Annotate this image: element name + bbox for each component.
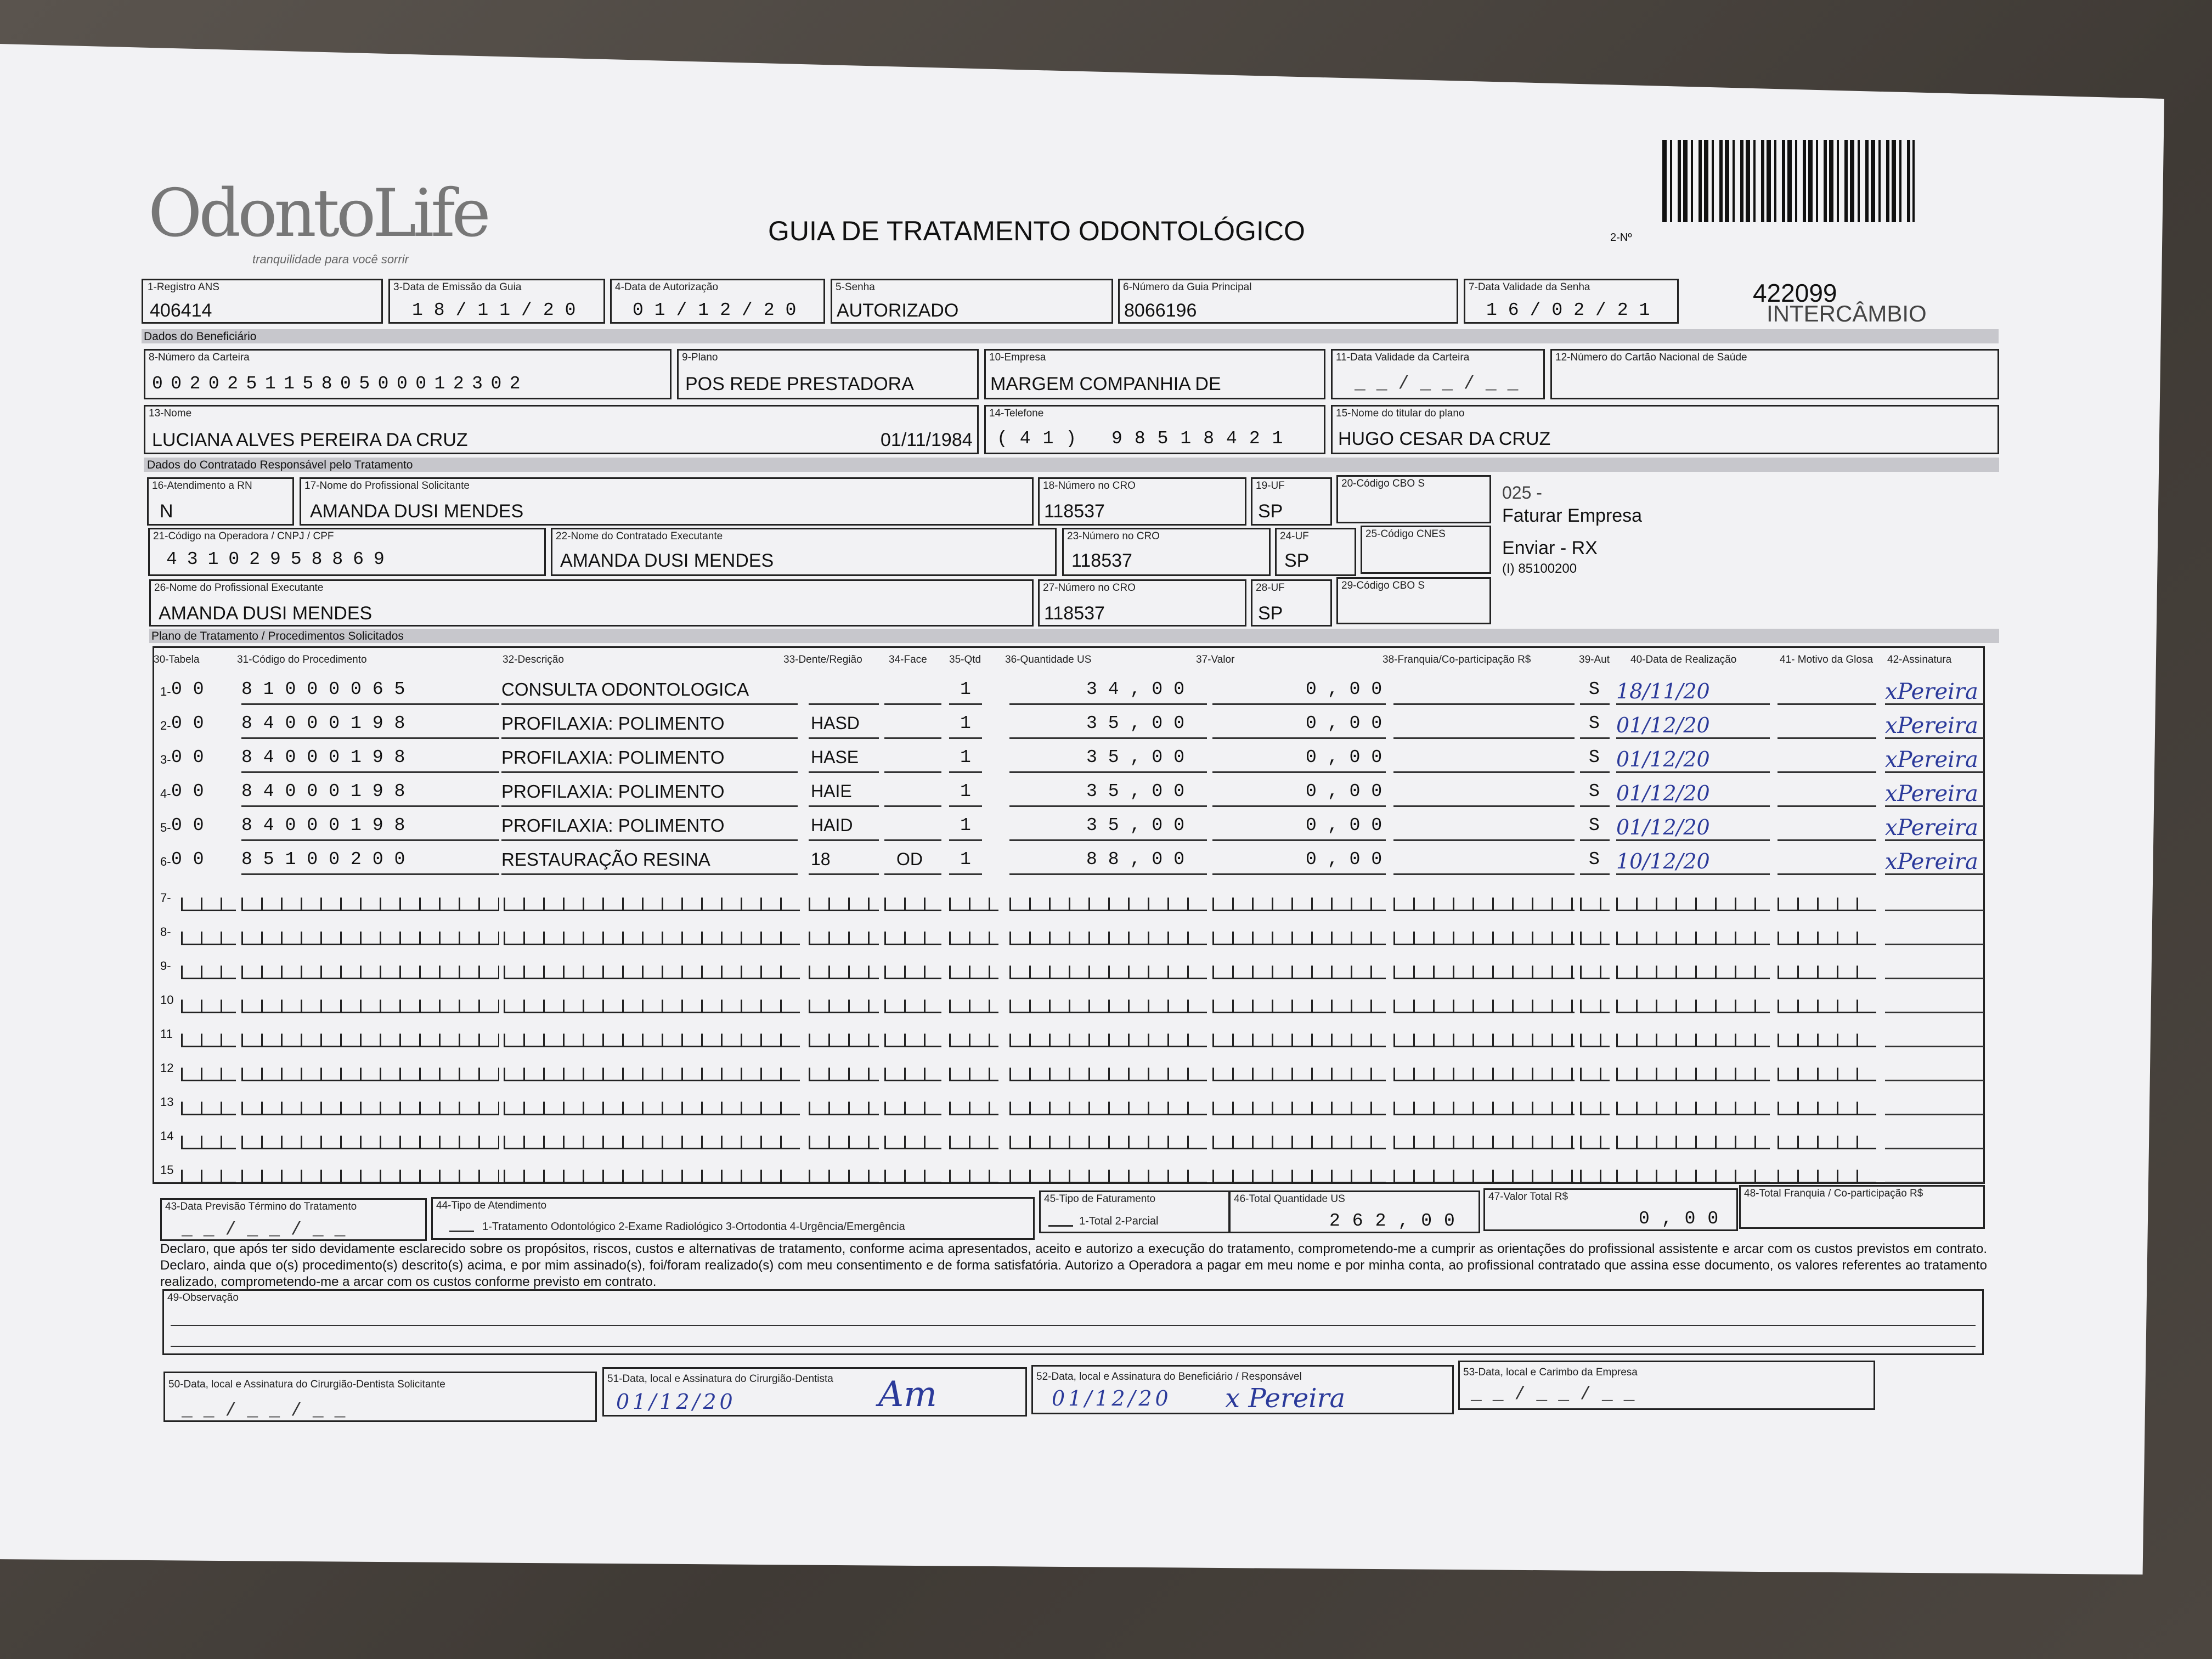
- section-title-contratado: Dados do Contratado Responsável pelo Tratamento: [147, 459, 413, 471]
- note-code: 025 -: [1502, 483, 1542, 503]
- field-45-tipo-faturamento: 45-Tipo de Faturamento 1-Total 2-Parcial: [1039, 1190, 1230, 1233]
- form-title: GUIA DE TRATAMENTO ODONTOLÓGICO: [768, 216, 1305, 246]
- table-row: [0, 778, 2164, 812]
- cell-aut: S: [1589, 747, 1611, 768]
- col-data: 40-Data de Realização: [1630, 654, 1737, 665]
- field-26-profissional-executante: 26-Nome do Profissional Executante AMANDA DUSI MENDES: [149, 579, 1034, 627]
- row-number: 12: [160, 1061, 174, 1075]
- cell-qtd: 1: [960, 713, 982, 733]
- field-24-uf: 24-UF SP: [1275, 528, 1356, 576]
- cell-descricao: PROFILAXIA: POLIMENTO: [501, 815, 725, 836]
- row-number: 8-: [160, 925, 171, 939]
- cell-descricao: PROFILAXIA: POLIMENTO: [501, 747, 725, 768]
- cell-qtd: 1: [960, 679, 982, 699]
- cell-descricao: RESTAURAÇÃO RESINA: [501, 849, 710, 870]
- note-line1: Faturar Empresa: [1502, 505, 1643, 526]
- field-23-cro: 23-Número no CRO 118537: [1062, 528, 1271, 576]
- row-number: 3-: [160, 753, 171, 766]
- section-title-beneficiario: Dados do Beneficiário: [144, 330, 257, 343]
- col-qtd-us: 36-Quantidade US: [1005, 654, 1092, 665]
- field-16-atendimento-rn: 16-Atendimento a RN N: [147, 477, 294, 526]
- col-dente: 33-Dente/Região: [783, 654, 862, 665]
- billing-note: [1502, 483, 1642, 577]
- logo-brand: OdontoLife: [148, 176, 488, 252]
- section-bar-beneficiario: [142, 329, 1999, 343]
- field-53-carimbo-empresa: 53-Data, local e Carimbo da Empresa __/__/__: [1458, 1361, 1875, 1410]
- row-number: 15: [160, 1163, 174, 1177]
- cell-aut: S: [1589, 713, 1611, 733]
- cell-data: 01/12/20: [1616, 747, 1710, 771]
- field-1-registro-ans: 1-Registro ANS 406414: [142, 279, 383, 324]
- field-14-telefone: 14-Telefone (41) 98518421: [984, 405, 1325, 454]
- cell-us: 35,00: [1086, 747, 1196, 768]
- cell-tabela: 00: [171, 747, 215, 768]
- empty-table-row: [0, 1155, 2164, 1189]
- cell-descricao: CONSULTA ODONTOLOGICA: [501, 679, 749, 699]
- row-number: 7-: [160, 891, 171, 905]
- empty-table-row: [0, 951, 2164, 985]
- row-number: 10: [160, 993, 174, 1007]
- cell-data: 01/12/20: [1616, 713, 1710, 737]
- signature-beneficiario: x Pereira: [1225, 1383, 1346, 1414]
- cell-qtd: 1: [960, 815, 982, 836]
- note-line3: (I) 85100200: [1502, 561, 1577, 576]
- col-tabela: 30-Tabela: [154, 654, 200, 665]
- field-22-contratado-executante: 22-Nome do Contratado Executante AMANDA DUSI MENDES: [551, 528, 1057, 576]
- logo-tagline: tranquilidade para você sorrir: [252, 252, 409, 266]
- cell-assinatura: xPereira: [1885, 849, 1978, 874]
- row-number: 1-: [160, 685, 171, 698]
- cell-us: 34,00: [1086, 679, 1196, 699]
- field-15-titular: 15-Nome do titular do plano HUGO CESAR DA CRUZ: [1331, 405, 1999, 454]
- table-row: [0, 676, 2164, 710]
- cell-descricao: PROFILAXIA: POLIMENTO: [501, 781, 725, 802]
- cell-codigo: 84000198: [241, 713, 416, 733]
- field-25-cnes: 25-Código CNES: [1361, 526, 1491, 574]
- field-50-assinatura-solicitante: 50-Data, local e Assinatura do Cirurgião-Dentista Solicitante __/__/__: [163, 1372, 597, 1422]
- row-number: 14: [160, 1129, 174, 1143]
- row-number: 2-: [160, 719, 171, 732]
- cell-valor: 0,00: [1306, 849, 1393, 870]
- cell-qtd: 1: [960, 781, 982, 802]
- field-51-assinatura-dentista: 51-Data, local e Assinatura do Cirurgião-Dentista 01/12/20 Am: [602, 1367, 1027, 1417]
- cell-dente: HAIE: [811, 781, 852, 801]
- cell-tabela: 00: [171, 815, 215, 836]
- col-assinatura: 42-Assinatura: [1887, 654, 1952, 665]
- row-number: 6-: [160, 855, 171, 868]
- cell-tabela: 00: [171, 849, 215, 870]
- field-29-cbo: 29-Código CBO S: [1336, 577, 1491, 624]
- row-number: 5-: [160, 821, 171, 834]
- cell-valor: 0,00: [1306, 815, 1393, 836]
- field-6-guia-principal: 6-Número da Guia Principal 8066196: [1118, 279, 1458, 324]
- field-28-uf: 28-UF SP: [1251, 579, 1332, 627]
- cell-data: 10/12/20: [1616, 849, 1710, 873]
- guide-number: 422099: [1753, 279, 1837, 307]
- cell-data: 18/11/20: [1616, 679, 1710, 703]
- section-title-plano: Plano de Tratamento / Procedimentos Solicitados: [151, 630, 404, 642]
- table-row: [0, 812, 2164, 846]
- field-5-senha: 5-Senha AUTORIZADO: [831, 279, 1113, 324]
- declaration-text: Declaro, que após ter sido devidamente esclarecido sobre os propósitos, riscos, custos e alternativas de tratamento, conforme acima apresentados, aceito e autorizo a execução do tratamento, comprometendo-me a cumprir as orientações do profissional assistente e arcar com os custos previstos em contrato. Declaro, ainda que o(s) procedimento(s) descrito(s) acima, e por mim assinado(s), foi/foram realizado(s) com meu consentimento e de forma satisfatória. Autorizo a Operadora a pagar em meu nome e por minha conta, ao profissional contratado que assina esse documento, os valores referentes ao tratamento realizado, comprometendo-me a arcar com os custos conforme previsto em contrato.: [160, 1242, 1987, 1289]
- field-44-tipo-atendimento: 44-Tipo de Atendimento 1-Tratamento Odontológico 2-Exame Radiológico 3-Ortodontia 4-Urgência/Emergência: [431, 1197, 1035, 1240]
- empty-table-row: [0, 985, 2164, 1019]
- cell-dente: HAID: [811, 815, 853, 835]
- field-48-total-franquia: 48-Total Franquia / Co-participação R$: [1739, 1185, 1985, 1229]
- field-18-cro: 18-Número no CRO 118537: [1038, 477, 1246, 526]
- cell-tabela: 00: [171, 781, 215, 802]
- field-19-uf: 19-UF SP: [1251, 477, 1332, 526]
- field-9-plano: 9-Plano POS REDE PRESTADORA: [677, 349, 979, 399]
- cell-face: OD: [896, 849, 923, 869]
- cell-codigo: 84000198: [241, 815, 416, 836]
- field-49-observacao: 49-Observação: [162, 1289, 1984, 1355]
- empty-table-row: [0, 883, 2164, 917]
- table-row: [0, 744, 2164, 778]
- cell-qtd: 1: [960, 747, 982, 768]
- empty-table-row: [0, 917, 2164, 951]
- col-codigo: 31-Código do Procedimento: [237, 654, 367, 665]
- field-20-cbo: 20-Código CBO S: [1336, 475, 1491, 523]
- cell-assinatura: xPereira: [1885, 815, 1978, 840]
- note-line2: Enviar - RX: [1502, 538, 1598, 558]
- empty-table-row: [0, 1019, 2164, 1053]
- col-face: 34-Face: [889, 654, 927, 665]
- cell-descricao: PROFILAXIA: POLIMENTO: [501, 713, 725, 733]
- cell-aut: S: [1589, 849, 1611, 870]
- field-17-profissional-solicitante: 17-Nome do Profissional Solicitante AMANDA DUSI MENDES: [300, 477, 1034, 526]
- logo: [148, 176, 488, 266]
- cell-dente: HASE: [811, 747, 859, 767]
- cell-us: 35,00: [1086, 815, 1196, 836]
- col-aut: 39-Aut: [1579, 654, 1610, 665]
- cell-codigo: 85100200: [241, 849, 416, 870]
- col-qtd: 35-Qtd: [949, 654, 981, 665]
- field-21-codigo-operadora: 21-Código na Operadora / CNPJ / CPF 43102958869: [148, 528, 546, 576]
- signature-dentista: Am: [878, 1374, 937, 1415]
- cell-codigo: 81000065: [241, 679, 416, 699]
- field-12-cartao-nacional: 12-Número do Cartão Nacional de Saúde: [1550, 349, 1999, 399]
- guide-type: INTERCÂMBIO: [1767, 301, 1927, 326]
- cell-assinatura: xPereira: [1885, 713, 1978, 738]
- copy-label: 2-Nº: [1610, 232, 1632, 244]
- cell-qtd: 1: [960, 849, 982, 870]
- field-10-empresa: 10-Empresa MARGEM COMPANHIA DE: [984, 349, 1325, 399]
- col-motivo: 41- Motivo da Glosa: [1780, 654, 1874, 665]
- field-7-validade-senha: 7-Data Validade da Senha 16/02/21: [1464, 279, 1679, 324]
- field-47-valor-total: 47-Valor Total R$ 0,00: [1483, 1188, 1738, 1231]
- cell-us: 35,00: [1086, 781, 1196, 802]
- field-27-cro: 27-Número no CRO 118537: [1038, 579, 1246, 627]
- cell-assinatura: xPereira: [1885, 781, 1978, 806]
- table-row: [0, 846, 2164, 880]
- cell-tabela: 00: [171, 713, 215, 733]
- barcode-image: [1662, 140, 1915, 222]
- row-number: 9-: [160, 959, 171, 973]
- field-11-validade-carteira: 11-Data Validade da Carteira __/__/__: [1331, 349, 1545, 399]
- col-valor: 37-Valor: [1196, 654, 1235, 665]
- cell-valor: 0,00: [1306, 679, 1393, 699]
- cell-codigo: 84000198: [241, 747, 416, 768]
- cell-codigo: 84000198: [241, 781, 416, 802]
- field-43-previsao-termino: 43-Data Previsão Término do Tratamento __/__/__: [160, 1198, 427, 1241]
- empty-table-row: [0, 1087, 2164, 1121]
- row-number: 13: [160, 1095, 174, 1109]
- cell-dente: 18: [811, 849, 831, 869]
- row-number: 4-: [160, 787, 171, 800]
- empty-table-row: [0, 1053, 2164, 1087]
- field-46-total-us: 46-Total Quantidade US 262,00: [1229, 1190, 1480, 1233]
- field-4-data-autorizacao: 4-Data de Autorização 01/12/20: [610, 279, 825, 324]
- col-descricao: 32-Descrição: [503, 654, 564, 665]
- cell-data: 01/12/20: [1616, 815, 1710, 839]
- field-8-numero-carteira: 8-Número da Carteira 00202511580500012302: [144, 349, 672, 399]
- cell-assinatura: xPereira: [1885, 679, 1978, 704]
- cell-us: 35,00: [1086, 713, 1196, 733]
- cell-aut: S: [1589, 781, 1611, 802]
- cell-tabela: 00: [171, 679, 215, 699]
- table-row: [0, 710, 2164, 744]
- section-bar-contratado: [144, 458, 1999, 472]
- field-13-nome: 13-Nome LUCIANA ALVES PEREIRA DA CRUZ 01/11/1984: [144, 405, 979, 454]
- cell-assinatura: xPereira: [1885, 747, 1978, 772]
- field-3-data-emissao: 3-Data de Emissão da Guia 18/11/20: [388, 279, 605, 324]
- cell-aut: S: [1589, 679, 1611, 699]
- cell-valor: 0,00: [1306, 781, 1393, 802]
- col-franquia: 38-Franquia/Co-participação R$: [1383, 654, 1531, 665]
- section-bar-plano: [149, 629, 1999, 643]
- cell-dente: HASD: [811, 713, 860, 733]
- field-52-assinatura-beneficiario: 52-Data, local e Assinatura do Beneficiário / Responsável 01/12/20 x Pereira: [1031, 1365, 1454, 1414]
- cell-valor: 0,00: [1306, 713, 1393, 733]
- empty-table-row: [0, 1121, 2164, 1155]
- cell-aut: S: [1589, 815, 1611, 836]
- cell-us: 88,00: [1086, 849, 1196, 870]
- cell-valor: 0,00: [1306, 747, 1393, 768]
- row-number: 11: [160, 1027, 173, 1041]
- cell-data: 01/12/20: [1616, 781, 1710, 805]
